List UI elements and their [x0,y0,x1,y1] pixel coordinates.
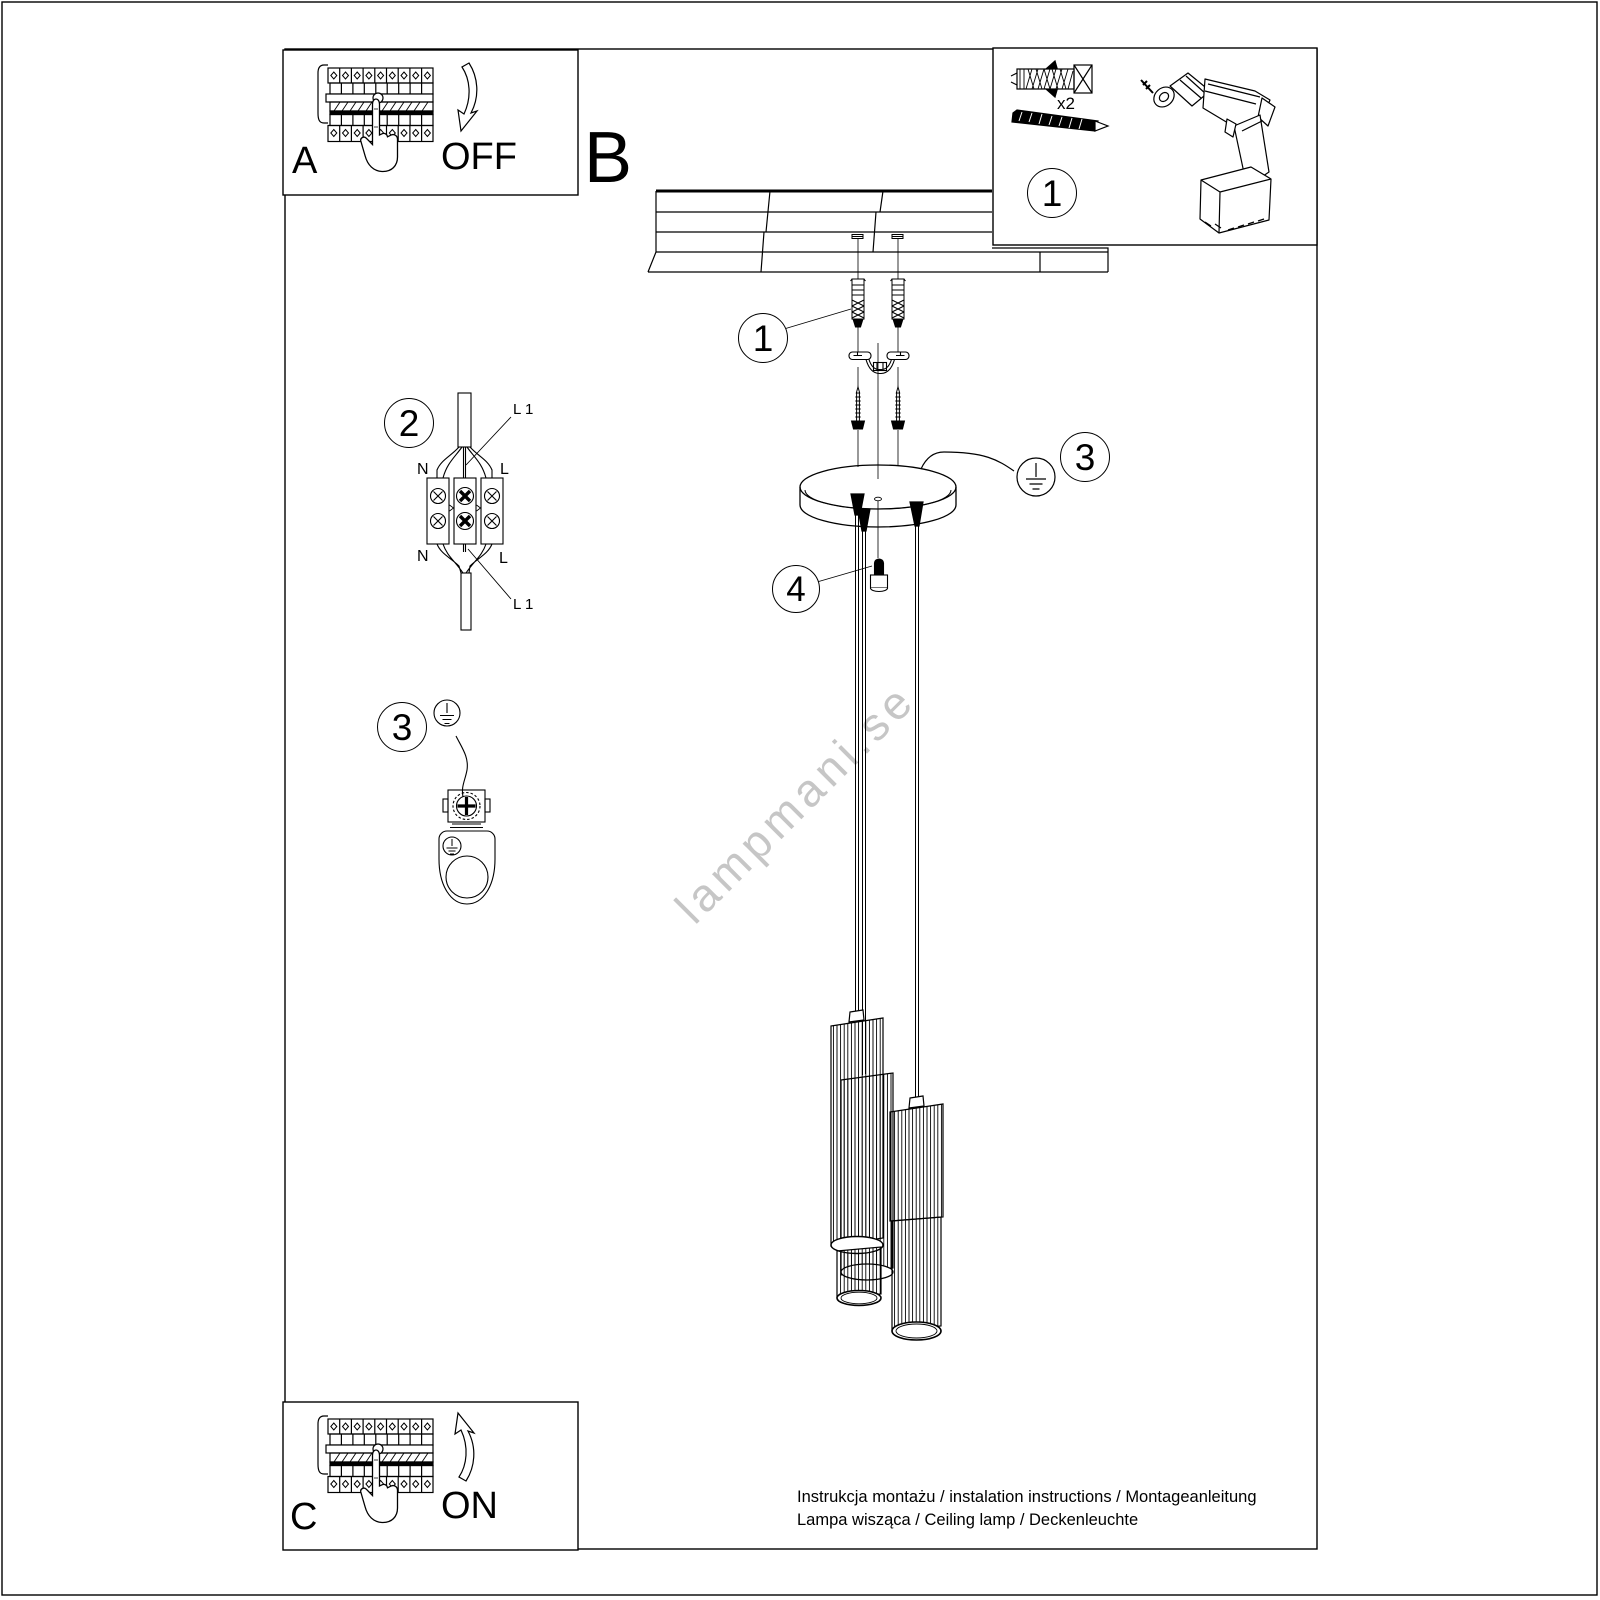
callout-anchors: 1 [738,313,788,363]
lamp-shade-right [890,1096,943,1340]
quantity-label: x2 [1057,94,1075,113]
wall-anchors [851,279,906,327]
wire-label-l-bottom: L [499,550,508,567]
page-frame [2,2,1597,1595]
ground-icon [443,837,461,855]
callout-cord-grip: 4 [772,565,820,613]
step-c-action: ON [441,1485,498,1527]
footer-line2: Lampa wisząca / Ceiling lamp / Deckenleuchte [797,1511,1139,1529]
callout-ground-main: 3 [1060,432,1110,482]
ground-clamp-diagram [434,700,495,904]
step-a-action: OFF [441,136,517,178]
cord-grip-part [871,559,888,591]
callout-parts: 1 [1027,168,1077,218]
ceiling-holes [852,235,903,239]
step-a-label: A [292,140,318,182]
wire-label-n-bottom: N [417,548,429,565]
callout-terminal: 2 [384,398,434,448]
step-b-label: B [584,118,633,198]
wire-label-n-top: N [417,461,429,478]
lamp-shade-front [831,1010,883,1306]
wire-label-l-top: L [500,461,509,478]
step-c-label: C [290,1496,318,1538]
pendant-cables [856,515,919,1107]
wire-label-l1-top: L 1 [513,401,534,418]
footer-line1: Instrukcja montażu / instalation instructions / Montageanleitung [797,1488,1257,1506]
watermark: lampmani.se [664,672,926,934]
ground-icon [434,700,460,726]
footer [797,1486,1257,1532]
ground-icon [1017,458,1055,496]
callout-ground-small: 3 [377,702,427,752]
wire-label-l1-bottom: L 1 [513,596,534,613]
terminal-block-diagram [427,393,511,630]
